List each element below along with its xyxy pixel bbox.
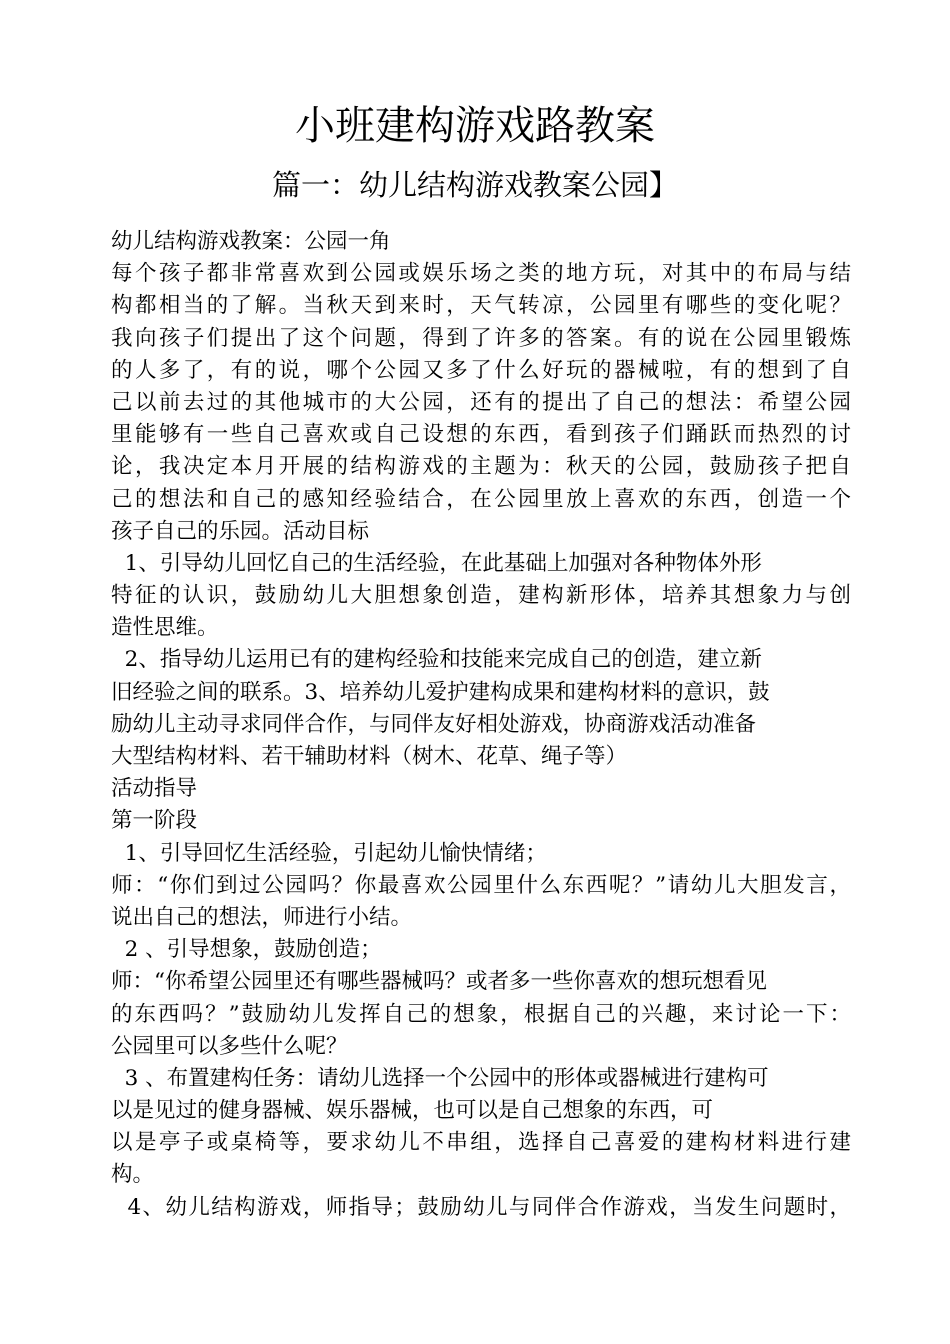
text-line: 第一阶段	[111, 808, 198, 834]
text-line: 励幼儿主动寻求同伴合作，与同伴友好相处游戏，协商游戏活动准备	[111, 711, 757, 737]
text-line: 特征的认识，鼓励幼儿大胆想象创造，建构新形体，培养其想象力与创	[111, 583, 851, 609]
text-line: 师：“你希望公园里还有哪些器械吗？或者多一些你喜欢的想玩想看见	[111, 969, 767, 995]
text-line: 4、幼儿结构游戏，师指导；鼓励幼儿与同伴合作游戏，当发生问题时，	[111, 1194, 851, 1220]
text-line: 里能够有一些自己喜欢或自己设想的东西，看到孩子们踊跃而热烈的讨	[111, 422, 851, 448]
document-title: 小班建构游戏路教案	[295, 103, 655, 149]
document-subtitle: 篇一：幼儿结构游戏教案公园】	[271, 168, 678, 202]
text-line: 幼儿结构游戏教案：公园一角	[111, 229, 391, 254]
text-line: 大型结构材料、若干辅助材料（树木、花草、绳子等）	[111, 744, 628, 769]
text-line: 公园里可以多些什么呢？	[111, 1033, 348, 1059]
text-line: 每个孩子都非常喜欢到公园或娱乐场之类的地方玩，对其中的布局与结	[111, 261, 851, 287]
text-line: 论，我决定本月开展的结构游戏的主题为：秋天的公园，鼓励孩子把自	[111, 454, 851, 480]
text-line: 构都相当的了解。当秋天到来时，天气转凉，公园里有哪些的变化呢？	[111, 293, 851, 319]
text-line: 己以前去过的其他城市的大公园，还有的提出了自己的想法：希望公园	[111, 389, 851, 415]
text-line: 的人多了，有的说，哪个公园又多了什么好玩的器械啦，有的想到了自	[111, 357, 851, 383]
text-line: 我向孩子们提出了这个问题，得到了许多的答案。有的说在公园里锻炼	[111, 325, 851, 351]
text-line: 旧经验之间的联系。3、培养幼儿爱护建构成果和建构材料的意识，鼓	[111, 679, 770, 705]
text-line: 师：“你们到过公园吗？你最喜欢公园里什么东西呢？”请幼儿大胆发言，	[111, 872, 851, 898]
text-line: 构。	[111, 1162, 155, 1188]
text-line: 2、指导幼儿运用已有的建构经验和技能来完成自己的创造，建立新	[111, 647, 762, 673]
text-line: 己的想法和自己的感知经验结合，在公园里放上喜欢的东西，创造一个	[111, 486, 851, 512]
text-line: 3 、布置建构任务：请幼儿选择一个公园中的形体或器械进行建构可	[111, 1065, 769, 1091]
text-line: 说出自己的想法，师进行小结。	[111, 904, 413, 930]
text-line: 2 、引导想象，鼓励创造；	[111, 937, 382, 963]
document-body	[111, 226, 851, 1224]
text-line: 以是亭子或桌椅等，要求幼儿不串组，选择自己喜爱的建构材料进行建	[111, 1130, 851, 1156]
text-line: 的东西吗？”鼓励幼儿发挥自己的想象，根据自己的兴趣，来讨论一下：	[111, 1001, 851, 1027]
text-line: 造性思维。	[111, 615, 219, 641]
text-line: 孩子自己的乐园。活动目标	[111, 518, 370, 544]
text-line: 活动指导	[111, 776, 198, 802]
text-line: 1、引导回忆生活经验，引起幼儿愉快情绪；	[111, 840, 547, 866]
text-line: 1、引导幼儿回忆自己的生活经验，在此基础上加强对各种物体外形	[111, 550, 762, 576]
text-line: 以是见过的健身器械、娱乐器械，也可以是自己想象的东西，可	[111, 1098, 714, 1124]
